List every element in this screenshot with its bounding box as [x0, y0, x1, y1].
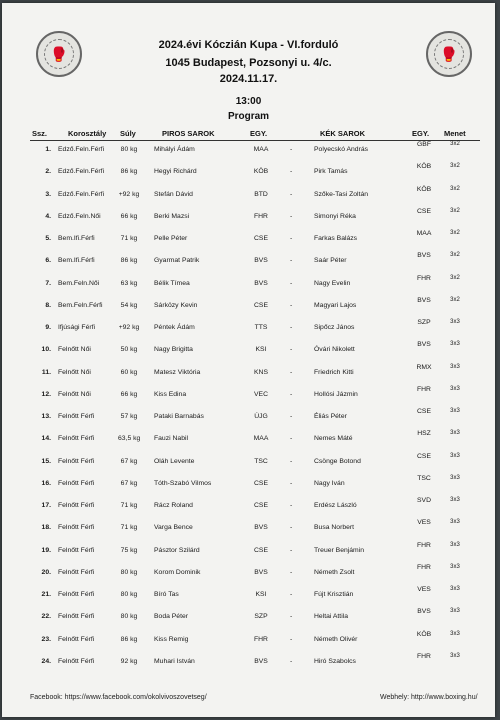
weight-class: 86 kg: [120, 635, 138, 643]
red-corner-club: CSE: [254, 546, 268, 554]
blue-corner-name: Magyari Lajos: [314, 301, 357, 309]
weight-class: 67 kg: [120, 457, 138, 465]
red-corner-club: FHR: [254, 635, 268, 643]
age-class: Bem.Feln.Férfi: [58, 301, 103, 309]
event-time: 13:00: [235, 96, 262, 107]
table-row: [2, 430, 495, 453]
blue-corner-name: Fújt Krisztián: [314, 591, 354, 598]
separator-dash: -: [290, 168, 293, 176]
col-suly: Súly: [120, 129, 136, 138]
table-row: [2, 341, 495, 364]
separator-dash: -: [290, 613, 293, 621]
separator-dash: -: [290, 479, 293, 487]
rounds: 3x2: [450, 185, 460, 192]
bout-number: 17.: [41, 502, 51, 509]
weight-class: 63 kg: [120, 279, 138, 287]
age-class: Felnőtt Férfi: [58, 568, 95, 576]
red-corner-club: KSI: [255, 346, 267, 354]
table-row: [2, 252, 495, 275]
age-class: Edző.Feln.Női: [58, 212, 101, 220]
rounds: 3x3: [450, 408, 460, 414]
red-corner-club: BVS: [254, 257, 268, 265]
table-row: [2, 163, 495, 186]
blue-corner-club: FHR: [417, 563, 431, 571]
age-class: Felnőtt Férfi: [58, 457, 95, 465]
red-corner-name: Kiss Remig: [154, 635, 189, 643]
separator-dash: -: [290, 591, 293, 598]
separator-dash: -: [290, 257, 293, 265]
red-corner-name: Rácz Roland: [154, 502, 193, 509]
red-corner-name: Matesz Viktória: [154, 368, 201, 376]
bout-number: 2.: [45, 168, 51, 176]
blue-corner-name: Polyecskó András: [314, 146, 369, 153]
rounds: 3x3: [450, 497, 460, 503]
bout-number: 4.: [45, 212, 51, 220]
red-corner-name: Gyarmat Patrik: [154, 257, 200, 265]
age-class: Felnőtt Férfi: [58, 502, 95, 509]
program-sheet: [2, 3, 495, 717]
separator-dash: -: [290, 368, 293, 376]
blue-corner-club: HSZ: [417, 430, 431, 438]
rounds: 3x3: [450, 430, 460, 437]
age-class: Bem.Ifi.Férfi: [58, 235, 95, 242]
table-row: [2, 608, 495, 631]
separator-dash: -: [290, 502, 293, 509]
bout-number: 8.: [45, 301, 51, 309]
table-row: [2, 141, 495, 164]
separator-dash: -: [290, 457, 293, 465]
age-class: Bem.Feln.Női: [58, 279, 100, 287]
bout-number: 15.: [41, 457, 51, 465]
blue-corner-club: BVS: [417, 608, 431, 616]
weight-class: 80 kg: [120, 146, 138, 153]
blue-corner-name: Óvári Nikolett: [314, 346, 355, 354]
red-corner-club: MAA: [253, 146, 269, 153]
age-class: Edző.Feln.Férfi: [58, 190, 105, 198]
red-corner-club: BVS: [254, 279, 268, 287]
federation-logo-right-icon: 🥊: [426, 31, 472, 77]
blue-corner-name: Friedrich Kitti: [314, 368, 354, 376]
col-ssz: Ssz.: [32, 129, 48, 138]
separator-dash: -: [290, 301, 293, 309]
red-corner-name: Nagy Brigitta: [154, 346, 193, 354]
footer-facebook: Facebook: https://www.facebook.com/okolvivoszovetseg/: [30, 694, 207, 701]
bout-number: 7.: [45, 279, 51, 287]
blue-corner-club: KÖB: [416, 630, 432, 638]
blue-corner-club: VES: [417, 519, 431, 527]
weight-class: 92 kg: [120, 657, 138, 665]
separator-dash: -: [290, 324, 293, 331]
weight-class: +92 kg: [118, 190, 140, 198]
age-class: Felnőtt Női: [58, 390, 91, 398]
rounds: 3x3: [450, 586, 460, 592]
rounds: 3x2: [450, 296, 460, 303]
col-kek-sarok: KÉK SAROK: [320, 129, 366, 138]
age-class: Felnőtt Női: [58, 346, 91, 354]
blue-corner-name: Hollósi Jázmin: [314, 390, 358, 398]
weight-class: 71 kg: [120, 524, 138, 532]
red-corner-club: BVS: [254, 568, 268, 576]
red-corner-club: KSI: [255, 591, 267, 598]
blue-corner-club: FHR: [417, 541, 431, 549]
age-class: Felnőtt Női: [58, 368, 91, 376]
table-row: [2, 363, 495, 387]
table-row: [2, 274, 495, 298]
rounds: 3x3: [450, 608, 460, 615]
table-row: [2, 474, 495, 498]
separator-dash: -: [290, 190, 293, 198]
blue-corner-name: Németh Olivér: [314, 635, 358, 643]
separator-dash: -: [290, 279, 293, 287]
bout-number: 16.: [41, 479, 51, 487]
weight-class: 63,5 kg: [118, 435, 141, 443]
blue-corner-name: Simonyi Réka: [314, 212, 356, 220]
bout-number: 9.: [45, 324, 51, 331]
blue-corner-name: Farkas Balázs: [314, 235, 358, 242]
age-class: Ifjúsági Férfi: [58, 324, 96, 331]
event-address: 1045 Budapest, Pozsonyi u. 4/c.: [165, 57, 332, 69]
weight-class: 67 kg: [120, 479, 138, 487]
separator-dash: -: [290, 524, 293, 532]
table-row: [2, 385, 495, 409]
bout-number: 20.: [41, 568, 51, 576]
age-class: Felnőtt Férfi: [58, 546, 95, 554]
weight-class: 80 kg: [120, 568, 138, 576]
separator-dash: -: [290, 212, 293, 220]
blue-corner-club: TSC: [417, 474, 431, 482]
table-row: [2, 319, 495, 342]
blue-corner-name: Nagy Evelin: [314, 279, 351, 287]
age-class: Felnőtt Férfi: [58, 591, 95, 598]
age-class: Edző.Feln.Férfi: [58, 146, 105, 153]
blue-corner-club: RMX: [416, 363, 432, 371]
federation-logo-left-icon: 🥊: [36, 31, 82, 77]
col-egy-red: EGY.: [250, 129, 268, 138]
weight-class: 60 kg: [120, 368, 138, 376]
table-row: [2, 563, 495, 587]
weight-class: 71 kg: [120, 502, 138, 509]
red-corner-name: Mihályi Ádám: [154, 146, 195, 153]
red-corner-name: Pelle Péter: [154, 235, 188, 242]
blue-corner-name: Pirk Tamás: [314, 168, 348, 176]
blue-corner-club: GBF: [417, 141, 431, 148]
separator-dash: -: [290, 435, 293, 443]
table-row: [2, 652, 495, 676]
red-corner-club: FHR: [254, 212, 268, 220]
separator-dash: -: [290, 390, 293, 398]
event-title: 2024.évi Kóczián Kupa - VI.forduló: [158, 39, 339, 51]
blue-corner-club: VES: [417, 586, 431, 593]
red-corner-name: Sárközy Kevin: [154, 301, 198, 309]
blue-corner-club: KÖB: [416, 185, 432, 193]
red-corner-club: TSC: [254, 457, 268, 465]
blue-corner-club: CSE: [417, 452, 431, 460]
blue-corner-club: SVD: [417, 497, 431, 504]
bout-number: 21.: [41, 591, 51, 598]
rounds: 3x3: [450, 452, 460, 459]
col-egy-blue: EGY.: [412, 129, 430, 138]
bout-number: 5.: [45, 235, 51, 242]
table-row: [2, 296, 495, 320]
blue-corner-name: Éliás Péter: [314, 413, 347, 420]
red-corner-name: Varga Bence: [154, 524, 193, 532]
rounds: 3x3: [450, 519, 460, 526]
red-corner-name: Stefán Dávid: [154, 190, 193, 198]
blue-corner-club: CSE: [417, 408, 431, 415]
red-corner-club: KNS: [254, 368, 268, 376]
red-corner-name: Hegyi Richárd: [154, 168, 197, 176]
blue-corner-club: BVS: [417, 296, 431, 304]
bout-number: 11.: [41, 368, 51, 376]
blue-corner-name: Busa Norbert: [314, 524, 355, 532]
separator-dash: -: [290, 413, 293, 420]
rounds: 3x3: [450, 474, 460, 481]
weight-class: 54 kg: [120, 301, 138, 309]
red-corner-name: Péntek Ádám: [154, 324, 195, 331]
weight-class: 66 kg: [120, 390, 138, 398]
separator-dash: -: [290, 146, 293, 153]
table-row: [2, 519, 495, 542]
col-menet: Menet: [444, 129, 466, 138]
col-piros-sarok: PIROS SAROK: [162, 129, 215, 138]
red-corner-name: Bélik Tímea: [154, 279, 190, 287]
col-korosztaly: Korosztály: [68, 129, 107, 138]
red-corner-club: CSE: [254, 301, 268, 309]
weight-class: 75 kg: [120, 546, 138, 554]
red-corner-name: Bíró Tas: [154, 591, 179, 598]
red-corner-club: KÖB: [253, 168, 269, 176]
table-row: [2, 408, 495, 431]
separator-dash: -: [290, 346, 293, 354]
bout-number: 10.: [41, 346, 51, 354]
weight-class: +92 kg: [118, 324, 140, 331]
rounds: 3x2: [450, 141, 460, 147]
rounds: 3x3: [450, 363, 460, 370]
blue-corner-name: Nemes Máté: [314, 435, 353, 443]
age-class: Edző.Feln.Férfi: [58, 168, 105, 176]
bout-number: 12.: [41, 390, 51, 398]
red-corner-name: Muhari István: [154, 657, 195, 665]
red-corner-club: BVS: [254, 657, 268, 665]
red-corner-club: SZP: [254, 613, 268, 621]
bout-number: 13.: [41, 413, 51, 420]
blue-corner-club: FHR: [417, 274, 431, 282]
red-corner-club: CSE: [254, 479, 268, 487]
rounds: 3x2: [450, 252, 460, 259]
blue-corner-club: MAA: [416, 230, 432, 237]
bout-number: 19.: [41, 546, 51, 554]
bout-number: 24.: [41, 657, 51, 665]
weight-class: 86 kg: [120, 257, 138, 265]
red-corner-name: Tóth-Szabó Vilmos: [154, 479, 212, 487]
separator-dash: -: [290, 546, 293, 554]
bout-number: 23.: [41, 635, 51, 643]
blue-corner-club: BVS: [417, 252, 431, 260]
red-corner-name: Berki Mazsi: [154, 212, 190, 220]
bout-number: 14.: [41, 435, 51, 443]
blue-corner-club: FHR: [417, 652, 431, 660]
blue-corner-name: Heltai Attila: [314, 613, 349, 621]
bout-number: 1.: [45, 146, 51, 153]
rounds: 3x2: [450, 230, 460, 236]
rounds: 3x2: [450, 274, 460, 281]
rounds: 3x3: [450, 385, 460, 392]
table-row: [2, 541, 495, 565]
red-corner-name: Korom Dominik: [154, 568, 201, 576]
table-row: [2, 586, 495, 609]
blue-corner-name: Csönge Botond: [314, 457, 361, 465]
red-corner-name: Pásztor Szilárd: [154, 546, 200, 554]
age-class: Felnőtt Férfi: [58, 435, 95, 443]
blue-corner-name: Szőke-Tasi Zoltán: [314, 190, 369, 198]
bout-number: 3.: [45, 190, 51, 198]
blue-corner-name: Hiró Szabolcs: [314, 657, 356, 665]
age-class: Felnőtt Férfi: [58, 413, 95, 420]
blue-corner-name: Saár Péter: [314, 257, 347, 265]
blue-corner-club: KÖB: [416, 163, 432, 171]
red-corner-club: MAA: [253, 435, 269, 443]
blue-corner-club: FHR: [417, 385, 431, 393]
red-corner-club: BVS: [254, 524, 268, 532]
red-corner-name: Fauzi Nabil: [154, 435, 188, 443]
weight-class: 80 kg: [120, 613, 138, 621]
age-class: Felnőtt Férfi: [58, 479, 95, 487]
rounds: 3x3: [450, 541, 460, 548]
red-corner-club: TTS: [254, 324, 268, 331]
rounds: 3x3: [450, 341, 460, 348]
red-corner-name: Kiss Edina: [154, 390, 187, 398]
age-class: Bem.Ifi.Férfi: [58, 257, 95, 265]
blue-corner-club: BVS: [417, 341, 431, 349]
rounds: 3x3: [450, 652, 460, 659]
weight-class: 71 kg: [120, 235, 138, 242]
red-corner-club: CSE: [254, 502, 268, 509]
weight-class: 86 kg: [120, 168, 138, 176]
age-class: Felnőtt Férfi: [58, 524, 95, 532]
table-row: [2, 185, 495, 209]
separator-dash: -: [290, 568, 293, 576]
weight-class: 80 kg: [120, 591, 138, 598]
blue-corner-name: Sipőcz János: [314, 324, 355, 331]
age-class: Felnőtt Férfi: [58, 613, 95, 621]
age-class: Felnőtt Férfi: [58, 657, 95, 665]
age-class: Felnőtt Férfi: [58, 635, 95, 643]
weight-class: 66 kg: [120, 212, 138, 220]
red-corner-club: BTD: [254, 190, 268, 198]
table-row: [2, 230, 495, 253]
rounds: 3x2: [450, 163, 460, 170]
rounds: 3x3: [450, 563, 460, 570]
footer-website: Webhely: http://www.boxing.hu/: [380, 694, 478, 701]
blue-corner-name: Nagy Iván: [314, 479, 345, 487]
table-row: [2, 452, 495, 476]
blue-corner-club: CSE: [417, 207, 431, 215]
table-row: [2, 207, 495, 231]
weight-class: 50 kg: [120, 346, 138, 354]
bout-number: 6.: [45, 257, 51, 265]
bout-number: 22.: [41, 613, 51, 621]
weight-class: 57 kg: [120, 413, 138, 420]
red-corner-club: CSE: [254, 235, 268, 242]
bout-number: 18.: [41, 524, 51, 532]
red-corner-club: ÚJG: [254, 413, 268, 420]
rounds: 3x3: [450, 319, 460, 325]
red-corner-name: Oláh Levente: [154, 457, 195, 465]
rounds: 3x3: [450, 630, 460, 637]
blue-corner-club: SZP: [417, 319, 431, 326]
separator-dash: -: [290, 635, 293, 643]
table-row: [2, 630, 495, 654]
event-date: 2024.11.17.: [219, 73, 278, 85]
red-corner-name: Pataki Barnabás: [154, 413, 204, 420]
table-row: [2, 497, 495, 520]
blue-corner-name: Erdész László: [314, 502, 357, 509]
program-heading: Program: [227, 111, 270, 122]
rounds: 3x2: [450, 207, 460, 214]
blue-corner-name: Németh Zsolt: [314, 568, 355, 576]
separator-dash: -: [290, 235, 293, 242]
separator-dash: -: [290, 657, 293, 665]
blue-corner-name: Treuer Benjámin: [314, 546, 364, 554]
red-corner-club: VEC: [254, 390, 268, 398]
red-corner-name: Boda Péter: [154, 613, 189, 621]
